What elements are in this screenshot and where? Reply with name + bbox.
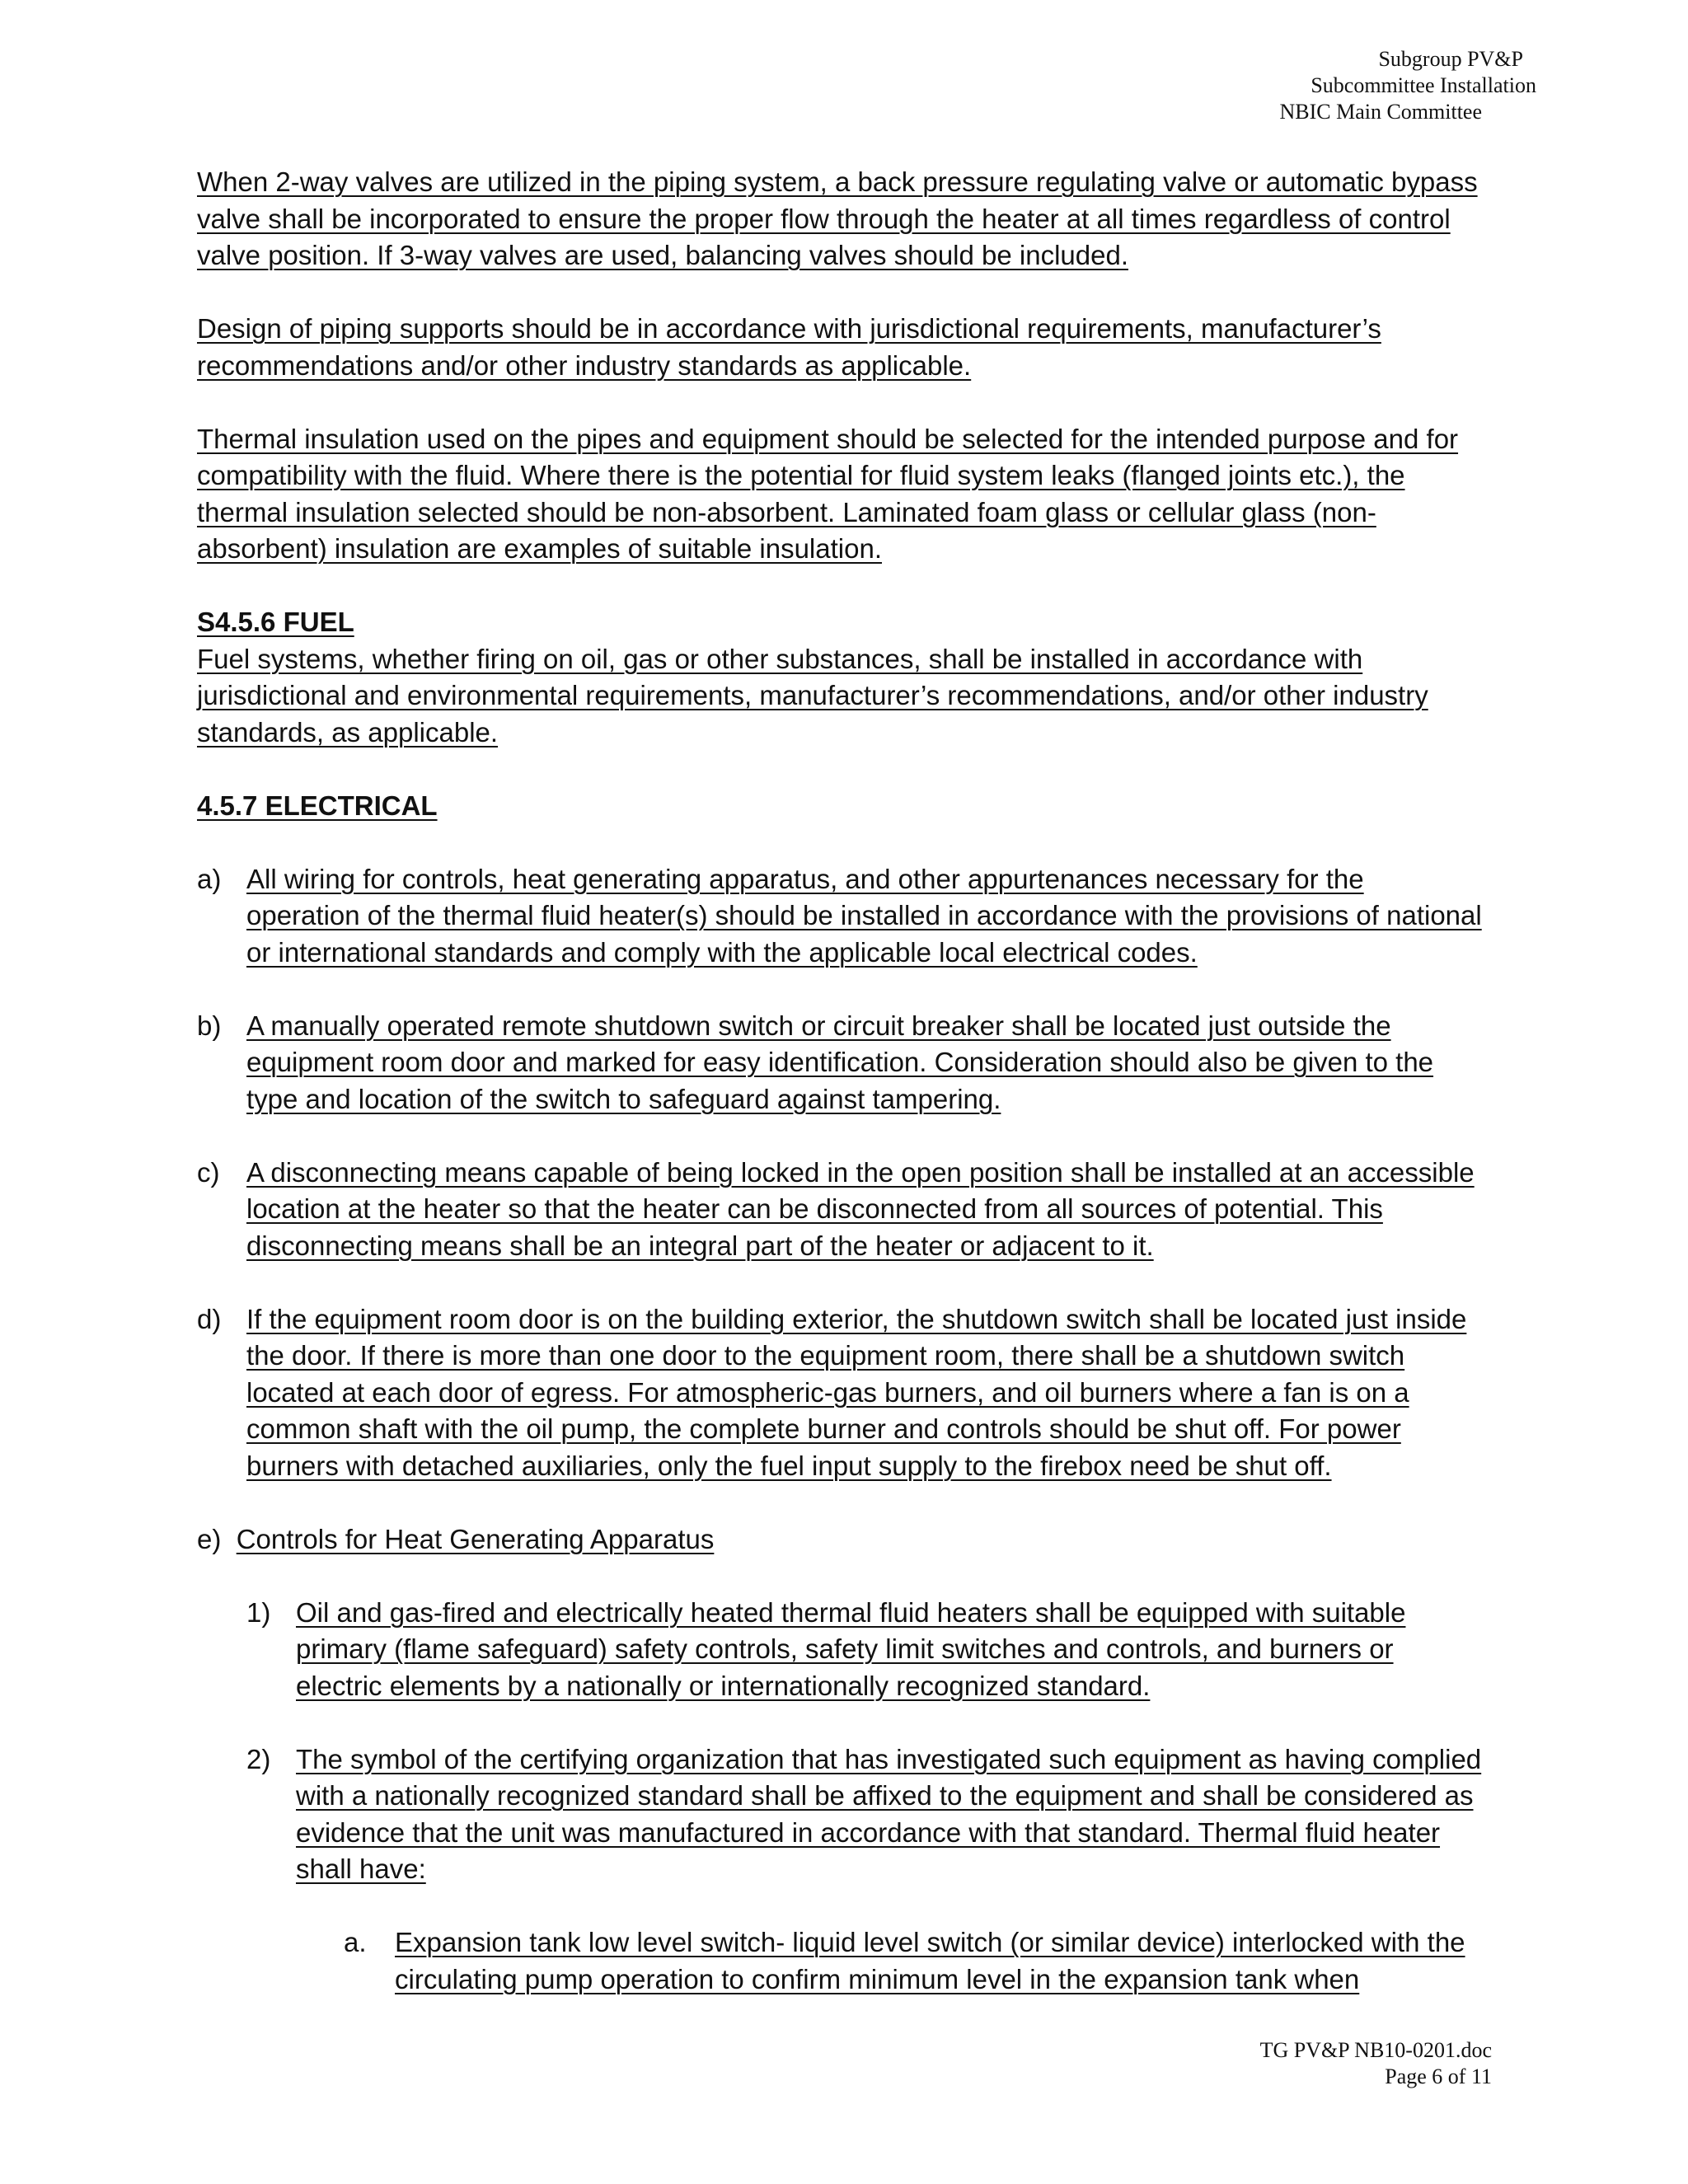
- list-item-text: A manually operated remote shutdown switch or circuit breaker shall be located just outside the equipment room door and marked for easy identification. Consideration should also be given to the type and location of the switch to safeguard against tampering.: [246, 1010, 1434, 1114]
- list-marker: 1): [246, 1596, 271, 1628]
- page-footer: [1260, 2037, 1492, 2090]
- electrical-section: [197, 788, 1483, 825]
- sub-list-item: [197, 1741, 1483, 1888]
- paragraph-piping-supports: Design of piping supports should be in accordance with jurisdictional requirements, manufacturer’s recommendations and/or other industry standards as applicable.: [197, 313, 1381, 381]
- paragraph-thermal-insulation: Thermal insulation used on the pipes and equipment should be selected for the intended purpose and for compatibility with the fluid. Where there is the potential for fluid system leaks (flanged joints etc.), the thermal insulation selected should be non-absorbent. Laminated foam glass or cellular glass (non-absorbent) insulation are examples of suitable insulation.: [197, 423, 1459, 564]
- list-item-text: Expansion tank low level switch- liquid level switch (or similar device) interlocked with the circulating pump operation to confirm minimum level in the expansion tank when: [395, 1927, 1465, 1994]
- fuel-heading: S4.5.6 FUEL: [197, 607, 354, 637]
- footer-page-number: Page 6 of 11: [1385, 2064, 1492, 2088]
- list-marker: a): [197, 863, 222, 894]
- list-item-text: If the equipment room door is on the building exterior, the shutdown switch shall be located just inside the door. If there is more than one door to the equipment room, there shall be a shutdown switch located at each door of egress. For atmospheric-gas burners, and oil burners where a fan is on a common shaft with the oil pump, the complete burner and controls should be shut off. For power burners with detached auxiliaries, only the fuel input supply to the firebox need be shut off.: [246, 1303, 1467, 1481]
- document-body: [197, 164, 1483, 2035]
- list-item: [197, 1301, 1483, 1485]
- sub-sub-list-item: [197, 1924, 1483, 1998]
- list-marker: a.: [344, 1927, 367, 1957]
- fuel-section: [197, 604, 1483, 751]
- list-item-text: Controls for Heat Generating Apparatus: [236, 1523, 715, 1554]
- list-marker: c): [197, 1156, 220, 1188]
- list-marker: b): [197, 1010, 222, 1041]
- list-item: [197, 1008, 1483, 1118]
- list-marker: e): [197, 1523, 222, 1554]
- footer-document-name: TG PV&P NB10-0201.doc: [1259, 2038, 1492, 2062]
- paragraph-valves: When 2-way valves are utilized in the piping system, a back pressure regulating valve or automatic bypass valve shall be incorporated to ensure the proper flow through the heater at all times regardless of control valve position. If 3-way valves are used, balancing valves should be included.: [197, 166, 1478, 270]
- page-header: [1279, 46, 1536, 125]
- list-item-controls: [197, 1521, 1483, 1558]
- list-item-text: All wiring for controls, heat generating apparatus, and other appurtenances necessary for the operation of the thermal fluid heater(s) should be installed in accordance with the provisions of national or international standards and comply with the applicable local electrical codes.: [246, 863, 1482, 968]
- list-item: [197, 1155, 1483, 1265]
- list-item-text: Oil and gas-fired and electrically heated thermal fluid heaters shall be equipped with suitable primary (flame safeguard) safety controls, safety limit switches and controls, and burners or electric elements by a nationally or internationally recognized standard.: [296, 1596, 1406, 1701]
- header-subgroup: Subgroup PV&P: [1378, 47, 1523, 71]
- header-committee: NBIC Main Committee: [1279, 100, 1482, 124]
- list-marker: 2): [246, 1743, 271, 1774]
- fuel-body: Fuel systems, whether firing on oil, gas or other substances, shall be installed in accordance with jurisdictional and environmental requirements, manufacturer’s recommendations, and/or other industry standards, as applicable.: [197, 643, 1428, 748]
- electrical-heading: 4.5.7 ELECTRICAL: [197, 790, 438, 821]
- header-subcommittee: Subcommittee Installation: [1311, 73, 1536, 97]
- list-item-text: A disconnecting means capable of being locked in the open position shall be installed at an accessible location at the heater so that the heater can be disconnected from all sources of potential. This disconnecting means shall be an integral part of the heater or adjacent to it.: [246, 1156, 1475, 1261]
- list-marker: d): [197, 1303, 222, 1334]
- sub-list-item: [197, 1595, 1483, 1705]
- list-item: [197, 861, 1483, 972]
- list-item-text: The symbol of the certifying organization that has investigated such equipment as having complied with a nationally recognized standard shall be affixed to the equipment and shall be considered as evidence that the unit was manufactured in accordance with that standard. Thermal fluid heater shall have:: [296, 1743, 1482, 1884]
